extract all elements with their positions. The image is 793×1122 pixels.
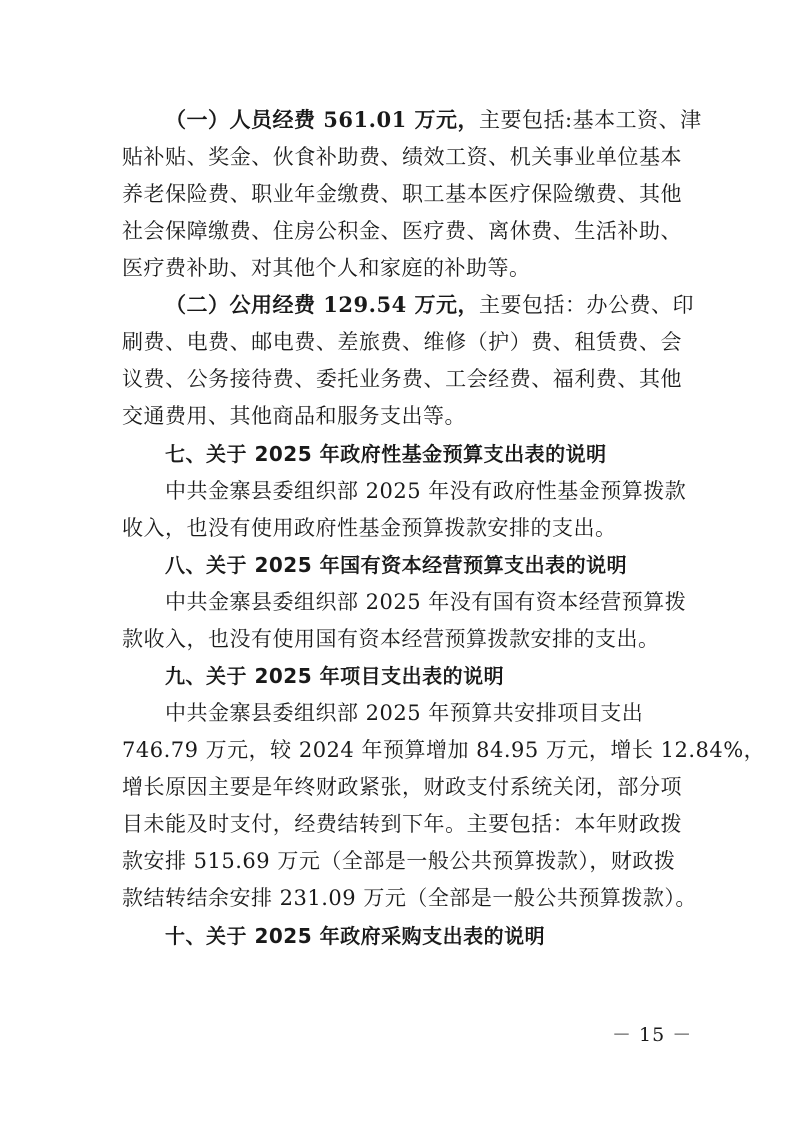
personnel-paragraph-line-2: 贴补贴、奖金、伙食补助费、绩效工资、机关事业单位基本 (122, 145, 682, 169)
section-7-line-1: 中共金寨县委组织部 2025 年没有政府性基金预算拨款 (165, 479, 687, 503)
section-9-line-2: 746.79 万元，较 2024 年预算增加 84.95 万元，增长 12.84%， (122, 738, 766, 762)
section-8-heading: 八、关于 2025 年国有资本经营预算支出表的说明 (165, 553, 628, 577)
personnel-expense-label: （一）人员经费 561.01 万元， (165, 107, 479, 132)
section-8-line-1: 中共金寨县委组织部 2025 年没有国有资本经营预算拨 (165, 590, 687, 614)
page-number: － 15 － (612, 1024, 693, 1046)
public-paragraph-line-2: 刷费、电费、邮电费、差旅费、维修（护）费、租赁费、会 (122, 330, 682, 354)
personnel-paragraph-line-4: 社会保障缴费、住房公积金、医疗费、离休费、生活补助、 (122, 219, 682, 243)
personnel-paragraph-line-3: 养老保险费、职业年金缴费、职工基本医疗保险缴费、其他 (122, 182, 682, 206)
section-9-line-3: 增长原因主要是年终财政紧张，财政支付系统关闭，部分项 (122, 775, 682, 799)
personnel-paragraph-line-5: 医疗费补助、对其他个人和家庭的补助等。 (122, 256, 531, 280)
public-expense-label: （二）公用经费 129.54 万元， (165, 292, 479, 317)
section-8-line-2: 款收入，也没有使用国有资本经营预算拨款安排的支出。 (122, 627, 660, 651)
section-7-line-2: 收入，也没有使用政府性基金预算拨款安排的支出。 (122, 516, 617, 540)
public-paragraph-line-4: 交通费用、其他商品和服务支出等。 (122, 404, 466, 428)
section-9-heading: 九、关于 2025 年项目支出表的说明 (165, 664, 505, 688)
public-paragraph-line-1: （二）公用经费 129.54 万元，主要包括：办公费、印 (165, 292, 694, 317)
personnel-paragraph-line-1: （一）人员经费 561.01 万元，主要包括:基本工资、津 (165, 107, 702, 132)
public-paragraph-line-3: 议费、公务接待费、委托业务费、工会经费、福利费、其他 (122, 367, 682, 391)
section-9-line-1: 中共金寨县委组织部 2025 年预算共安排项目支出 (165, 701, 644, 725)
section-7-heading: 七、关于 2025 年政府性基金预算支出表的说明 (165, 442, 607, 466)
section-10-heading: 十、关于 2025 年政府采购支出表的说明 (165, 924, 546, 948)
section-9-line-6: 款结转结余安排 231.09 万元（全部是一般公共预算拨款）。 (122, 886, 697, 910)
section-9-line-5: 款安排 515.69 万元（全部是一般公共预算拨款），财政拨 (122, 849, 676, 873)
section-9-line-4: 目未能及时支付，经费结转到下年。主要包括：本年财政拨 (122, 812, 682, 836)
